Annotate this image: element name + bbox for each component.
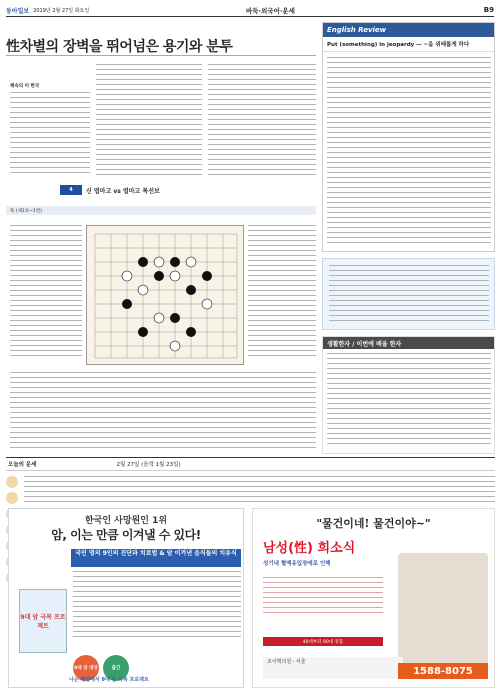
article-author: 해숙의 미 한국 [10, 84, 40, 89]
ad2-list-lines [263, 577, 383, 633]
ad2-title: 남성(性) 희소식 [263, 541, 356, 556]
baduk-title: 신 엽마고 vs 엽마고 특선보 [86, 188, 160, 195]
phone-number: 1588-8075 [398, 663, 488, 679]
ad2-list [263, 577, 383, 633]
kanji-box [322, 336, 495, 454]
ad1-headline-2: 암, 이는 만큼 이겨낼 수 있다! [51, 528, 201, 542]
fortune-label: 오늘의 운세 [8, 462, 37, 468]
ad1-banner: 국민 명의 9인의 진단과 치료법 & 암 이겨낸 음식들의 치유식 [71, 549, 241, 567]
english-review-title: English Review [323, 23, 494, 37]
fortune-header [6, 457, 495, 471]
ad2-age-bar: 40대부터 80대 정품 [263, 637, 383, 646]
section-title: 바둑·외국어·운세 [246, 6, 295, 15]
game-number-badge: 4 [60, 185, 82, 195]
zodiac-rat-icon [6, 476, 18, 488]
book-cover: 9대 암 극복 프로젝트 [19, 589, 67, 653]
ad1-circle-2: 출간 [103, 655, 129, 681]
ad1-footer: 나는 췌장에서 9대 암 극복 프로젝트 [69, 677, 149, 683]
title-divider [6, 55, 316, 56]
article-col-3 [208, 64, 316, 182]
header-date: 2019년 2월 27일 화요일 [33, 7, 90, 14]
ad1-list [73, 571, 241, 661]
english-review-box [322, 22, 495, 252]
conversation-box [322, 258, 495, 330]
zodiac-ox-icon [6, 492, 18, 504]
fortune-body [24, 476, 495, 504]
conversation-body [329, 265, 489, 325]
baduk-col-left [10, 225, 82, 365]
page-number: B9 [483, 6, 494, 14]
page-header [6, 4, 494, 17]
fortune-date: 2월 27일 (음력 1월 23일) [116, 462, 181, 468]
baduk-col-right [248, 225, 316, 365]
kanji-body [327, 353, 491, 451]
english-review-subtitle: Put (something) in jeopardy — ~을 위태롭게 하다 [323, 37, 494, 52]
ad2-subtitle: 성기내 혈액유입장애로 인해 [263, 561, 331, 567]
clinic-info: 조이맥의원 · 서울 [263, 657, 403, 679]
baduk-board-grid [87, 226, 245, 366]
english-review-body [327, 57, 491, 247]
ad2-headline: "물건이네! 물건이야~" [316, 517, 431, 530]
baduk-commentary [10, 372, 316, 452]
clinic-ad [252, 508, 495, 688]
newspaper-logo: 동아일보 [6, 7, 30, 15]
ad1-list-lines [73, 571, 241, 661]
ad1-circle-1: 9대 암 대상 [73, 655, 99, 681]
kanji-title: 생활한자 / 이번에 배울 한자 [323, 337, 494, 349]
article-col-1 [10, 92, 90, 182]
ad1-headline-1: 한국인 사망원인 1위 [84, 516, 168, 526]
article-title: 性차별의 장벽을 뛰어넘은 용기와 분투 [6, 39, 233, 55]
baduk-board [86, 225, 244, 365]
article-col-2 [96, 64, 202, 182]
cancer-book-ad [8, 508, 244, 688]
baduk-caption-bar: 흑 (제1보~1번) [6, 206, 316, 215]
doctor-photo [398, 553, 488, 673]
